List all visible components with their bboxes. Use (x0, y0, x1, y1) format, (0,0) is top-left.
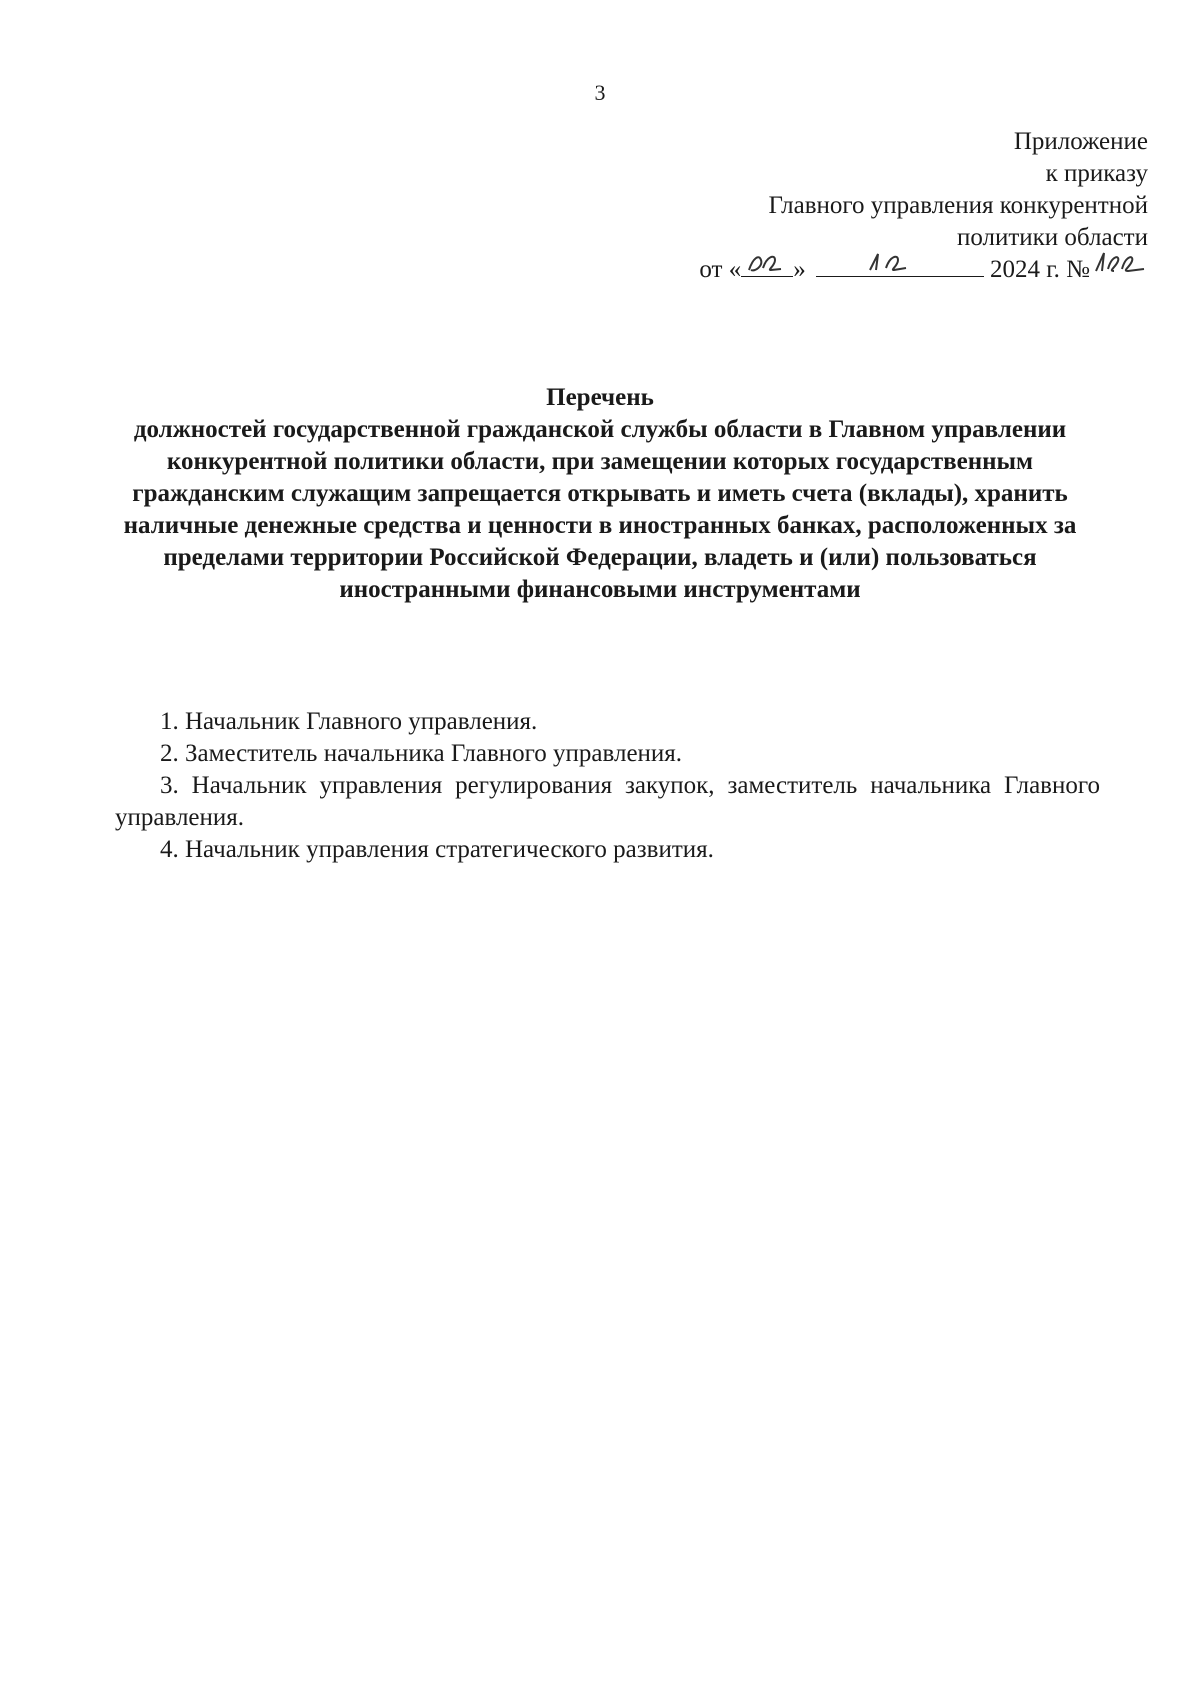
appendix-title: Приложение (1013, 128, 1148, 155)
document-title-block (110, 382, 1090, 606)
appendix-authority-cont: политики области (956, 224, 1148, 251)
handwritten-number (1090, 255, 1148, 277)
list-item: 3. Начальник управления регулирования закупок, заместитель начальника Главного управления. (115, 772, 1100, 831)
order-prefix: от « (699, 256, 742, 283)
order-year-number: 2024 г. № (989, 256, 1090, 283)
order-date-line (699, 254, 1148, 286)
document-subtitle: должностей государственной гражданской службы области в Главном управлении конкурентной политики области, при замещении которых государственным гражданским служащим запрещается открывать и иметь счета (вклады), хранить наличные денежные средства и ценности в иностранных банках, расположенных за пределами территории Российской Федерации, владеть и (или) пользоваться иностранными финансовыми инструментами (123, 416, 1077, 603)
list-item: 1. Начальник Главного управления. (160, 708, 538, 735)
document-heading: Перечень (546, 384, 654, 411)
page-number: 3 (594, 80, 606, 105)
handwritten-day-glyph (741, 248, 793, 276)
order-day-close: » (793, 256, 806, 283)
handwritten-month (816, 254, 984, 277)
handwritten-number-glyph (1090, 249, 1148, 277)
list-item: 4. Начальник управления стратегического развития. (160, 836, 714, 863)
handwritten-day (741, 254, 793, 277)
positions-list (115, 706, 1100, 866)
appendix-block (699, 126, 1148, 286)
handwritten-month-glyph (816, 248, 984, 276)
appendix-order-ref: к приказу (1045, 160, 1148, 187)
appendix-authority: Главного управления конкурентной (768, 192, 1148, 219)
list-item: 2. Заместитель начальника Главного управления. (160, 740, 683, 767)
